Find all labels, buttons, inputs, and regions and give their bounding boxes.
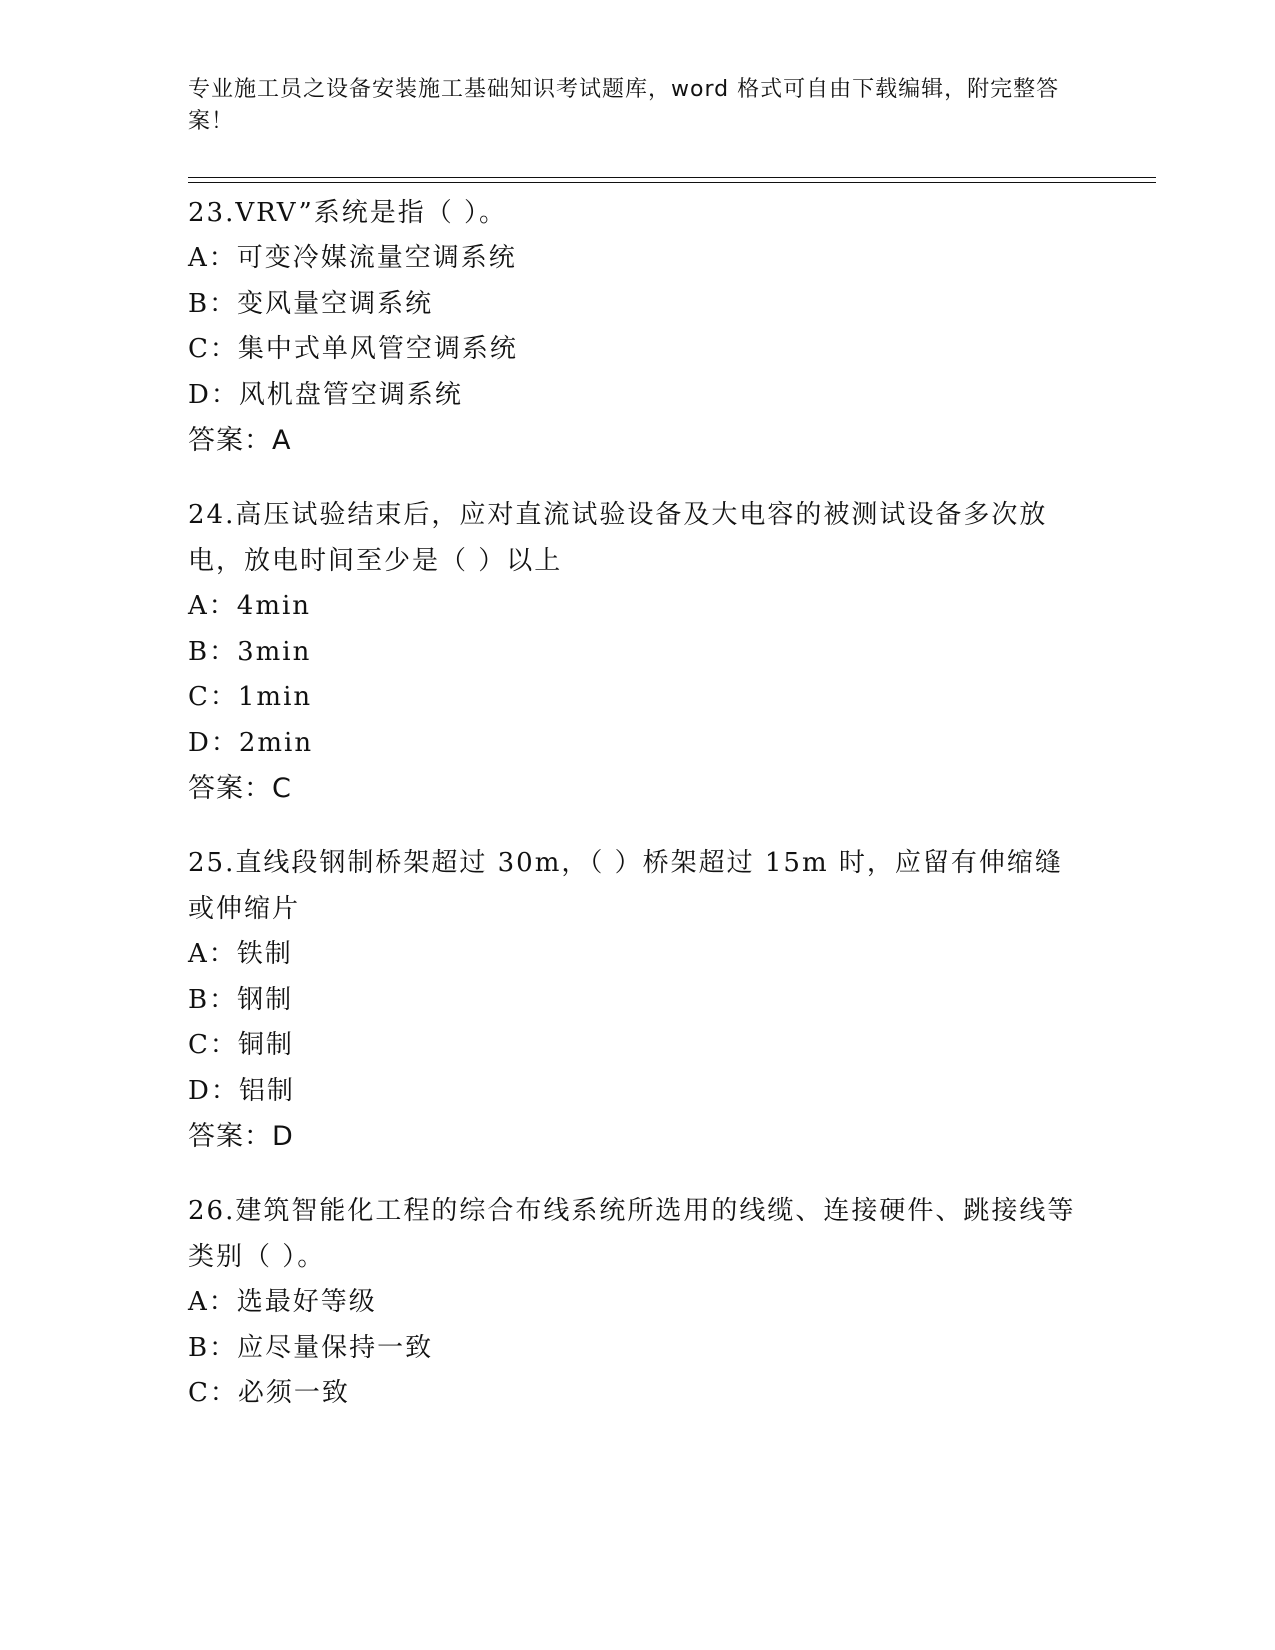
option-c: C：集中式单风管空调系统	[188, 334, 518, 364]
question-24	[188, 492, 1088, 812]
option-c: C：1min	[188, 682, 313, 712]
option-a: A：4min	[188, 591, 312, 621]
question-25	[188, 840, 1088, 1160]
option-d: D：风机盘管空调系统	[188, 379, 463, 410]
answer-line: 答案：D	[188, 1121, 294, 1152]
header-divider-top	[188, 177, 1156, 178]
question-text: 24.高压试验结束后，应对直流试验设备及大电容的被测试设备多次放电，放电时间至少是（ ）以上	[188, 500, 1048, 576]
header-divider-bottom	[188, 182, 1156, 183]
option-d: D：2min	[188, 727, 314, 758]
option-c: C：铜制	[188, 1030, 294, 1060]
option-c: C：必须一致	[188, 1378, 350, 1408]
question-text: 25.直线段钢制桥架超过 30m，（ ）桥架超过 15m 时，应留有伸缩缝或伸缩片	[188, 848, 1063, 924]
option-b: B：钢制	[188, 984, 294, 1015]
document-header: 专业施工员之设备安装施工基础知识考试题库，word 格式可自由下载编辑，附完整答案！	[188, 77, 1060, 134]
option-a: A：铁制	[188, 939, 293, 969]
option-b: B：应尽量保持一致	[188, 1332, 434, 1363]
option-a: A：可变冷媒流量空调系统	[188, 243, 517, 273]
answer-line: 答案：C	[188, 773, 292, 804]
option-d: D：铝制	[188, 1075, 295, 1106]
question-text: 23.VRV”系统是指（ ）。	[188, 198, 508, 228]
option-a: A：选最好等级	[188, 1287, 377, 1317]
question-text: 26.建筑智能化工程的综合布线系统所选用的线缆、连接硬件、跳接线等类别（ ）。	[188, 1196, 1076, 1272]
question-list	[188, 190, 1088, 1445]
option-b: B：变风量空调系统	[188, 288, 434, 319]
question-23	[188, 190, 1088, 464]
option-b: B：3min	[188, 636, 312, 667]
question-26	[188, 1188, 1088, 1417]
answer-line: 答案：A	[188, 425, 292, 456]
